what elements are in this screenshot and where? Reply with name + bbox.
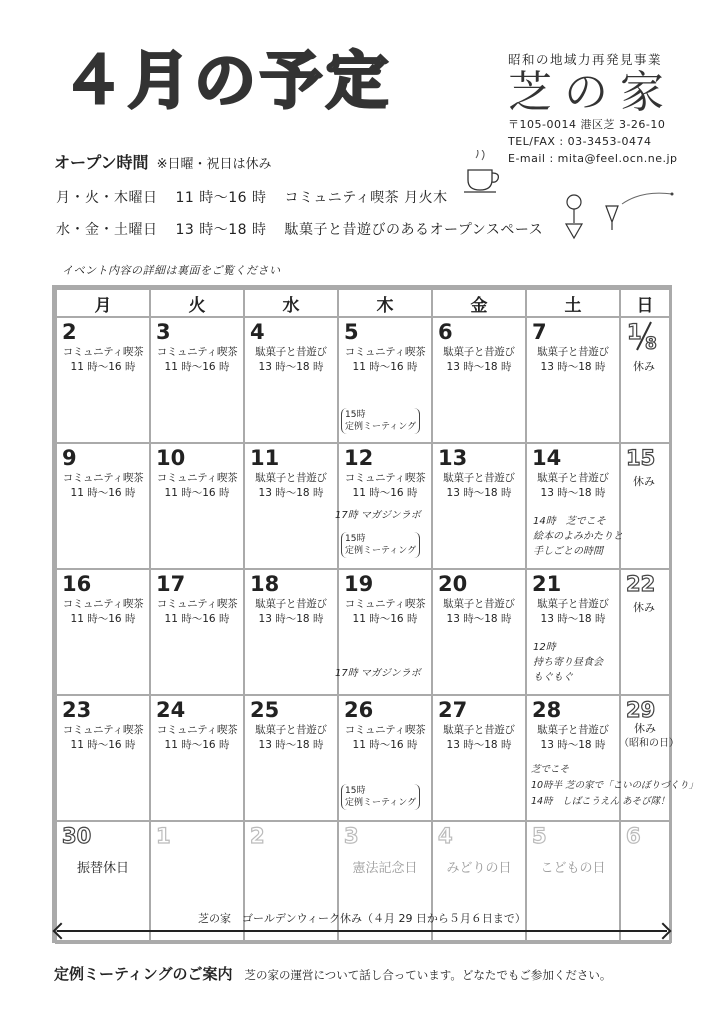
rest-label: 休み: [634, 722, 656, 735]
day-number: 8: [645, 334, 657, 354]
event-line: 10時半 芝の家で「こいのぼりづくり」: [531, 780, 699, 791]
day-number: 18: [250, 572, 280, 596]
activity: 駄菓子と昔遊び: [537, 472, 609, 484]
day-cell: [526, 317, 620, 443]
meeting-note: [341, 408, 420, 434]
meeting-time: 15時: [345, 534, 366, 544]
activity-time: 13 時〜18 時: [540, 613, 606, 625]
day-number: 15: [626, 446, 656, 470]
org-tagline: 昭和の地域力再発見事業: [508, 52, 663, 67]
day-cell: [244, 695, 338, 821]
day-cell: [620, 317, 670, 443]
golden-week-label: 芝の家 ゴールデンウィーク休み（４月 29 日から５月６日まで）: [198, 912, 526, 925]
hours-row-1: [56, 187, 466, 207]
day-number: 4: [438, 824, 453, 848]
day-number: 13: [438, 446, 468, 470]
calendar-grid: [55, 288, 699, 944]
day-cell: [620, 569, 670, 695]
activity: 駄菓子と昔遊び: [537, 598, 609, 610]
hours-days: 水・金・土曜日: [56, 222, 158, 238]
activity-time: 13 時〜18 時: [446, 361, 512, 373]
day-cell: [526, 569, 620, 695]
activity: コミュニティ喫茶: [156, 346, 238, 358]
activity: 駄菓子と昔遊び: [255, 598, 327, 610]
event-line: 絵本のよみかたりと: [533, 531, 623, 542]
day-number: 4: [250, 320, 265, 344]
activity-time: 11 時〜16 時: [70, 739, 136, 751]
activity-time: 13 時〜18 時: [258, 487, 324, 499]
meeting-note: [341, 532, 420, 558]
activity: 駄菓子と昔遊び: [255, 472, 327, 484]
activity-time: 11 時〜16 時: [164, 613, 230, 625]
meeting-time: 15時: [345, 786, 366, 796]
day-number: 28: [532, 698, 562, 722]
activity-time: 11 時〜16 時: [164, 739, 230, 751]
footer-title: 定例ミーティングのご案内: [54, 965, 233, 983]
day-number: 23: [62, 698, 92, 722]
day-cell: [338, 695, 432, 821]
event-line: もぐもぐ: [533, 672, 573, 683]
page-title: ４月の予定: [62, 44, 393, 117]
day-cell: [150, 317, 244, 443]
hours-desc: 駄菓子と昔遊びのあるオープンスペース: [284, 222, 544, 238]
activity-time: 13 時〜18 時: [446, 613, 512, 625]
org-tel: TEL/FAX : 03-3453-0474: [508, 135, 652, 149]
activity: コミュニティ喫茶: [156, 724, 238, 736]
footer: [54, 963, 611, 984]
day-number: 6: [626, 824, 641, 848]
weekday-header: [56, 289, 670, 317]
magazine-note: 17時 マガジンラボ: [335, 668, 421, 679]
activity-time: 11 時〜16 時: [70, 487, 136, 499]
event-note: イベント内容の詳細は裏面をご覧ください: [62, 264, 281, 277]
day-cell: [335, 569, 432, 695]
week-row: [56, 443, 670, 569]
activity: コミュニティ喫茶: [344, 346, 426, 358]
activity-time: 11 時〜16 時: [352, 361, 418, 373]
day-number: 21: [532, 572, 562, 596]
hours-title: [54, 150, 271, 173]
activity: コミュニティ喫茶: [156, 472, 238, 484]
event-line: 12時: [533, 642, 556, 653]
event-line: 14時 芝でこそ: [533, 516, 606, 527]
week-row: [56, 569, 670, 695]
day-cell: [56, 695, 150, 821]
day-number: 19: [344, 572, 374, 596]
activity-time: 11 時〜16 時: [70, 613, 136, 625]
activity: コミュニティ喫茶: [62, 598, 144, 610]
event-note-21: [533, 640, 603, 685]
org-info: [508, 50, 698, 167]
event-line: 14時 しばこうえん あそび隊！: [531, 796, 670, 807]
toys-icon: [560, 188, 680, 244]
day-cell: [150, 569, 244, 695]
rest-label: 休み: [633, 601, 655, 614]
day-number: 24: [156, 698, 186, 722]
day-cell: [244, 569, 338, 695]
activity-time: 11 時〜16 時: [70, 361, 136, 373]
weekday-thu: 木: [338, 289, 432, 317]
day-number: 2: [62, 320, 77, 344]
day-cell: [244, 317, 338, 443]
magazine-note: 17時 マガジンラボ: [335, 510, 421, 521]
day-number: 22: [626, 572, 656, 596]
activity: コミュニティ喫茶: [62, 724, 144, 736]
day-cell: [335, 443, 432, 569]
event-line: 芝でこそ: [531, 764, 570, 775]
activity-time: 11 時〜16 時: [352, 487, 418, 499]
day-number: 20: [438, 572, 468, 596]
activity: コミュニティ喫茶: [344, 724, 426, 736]
day-cell: [432, 443, 526, 569]
day-number: 14: [532, 446, 562, 470]
event-note-28: [531, 762, 698, 810]
hours-time: 13 時〜18 時: [175, 222, 267, 238]
holiday-label: みどりの日: [446, 861, 512, 876]
golden-week-arrow: [57, 930, 667, 932]
event-line: 持ち寄り昼食会: [533, 657, 603, 668]
day-number: 27: [438, 698, 468, 722]
weekday-sun: 日: [620, 289, 670, 317]
day-cell: [432, 317, 526, 443]
activity: 駄菓子と昔遊び: [255, 724, 327, 736]
meeting-time: 15時: [345, 410, 366, 420]
weekday-mon: 月: [56, 289, 150, 317]
day-number: 6: [438, 320, 453, 344]
day-cell: [526, 443, 623, 569]
day-number: 30: [62, 824, 92, 848]
activity: 駄菓子と昔遊び: [255, 346, 327, 358]
org-address: 〒105-0014 港区芝 3-26-10: [508, 118, 666, 132]
day-number: 2: [250, 824, 265, 848]
activity: コミュニティ喫茶: [62, 472, 144, 484]
day-cell: [56, 443, 150, 569]
day-number: 25: [250, 698, 280, 722]
holiday-label: 憲法記念日: [352, 861, 418, 876]
activity-time: 13 時〜18 時: [446, 739, 512, 751]
rest-label: 休み: [633, 475, 655, 488]
day-cell: [150, 695, 244, 821]
footer-text: 芝の家の運営について話し合っています。どなたでもご参加ください。: [244, 968, 612, 982]
activity-time: 11 時〜16 時: [164, 361, 230, 373]
day-cell: [56, 569, 150, 695]
day-number: 5: [532, 824, 547, 848]
day-number: 16: [62, 572, 92, 596]
hours-title-text: オープン時間: [54, 153, 149, 172]
weekday-tue: 火: [150, 289, 244, 317]
meeting-note: [341, 784, 420, 810]
meeting-label: 定例ミーティング: [345, 546, 417, 556]
calendar: [52, 285, 699, 943]
meeting-label: 定例ミーティング: [345, 422, 417, 432]
weekday-fri: 金: [432, 289, 526, 317]
day-cell: [56, 317, 150, 443]
day-cell: [620, 443, 670, 569]
holiday-label: こどもの日: [540, 861, 606, 876]
org-email[interactable]: E-mail : mita@feel.ocn.ne.jp: [508, 152, 678, 166]
day-cell: [150, 443, 244, 569]
activity-time: 13 時〜18 時: [258, 361, 324, 373]
week-row: [56, 317, 670, 443]
activity-time: 13 時〜18 時: [540, 487, 606, 499]
activity: コミュニティ喫茶: [156, 598, 238, 610]
day-number: 26: [344, 698, 374, 722]
day-number: 29: [626, 698, 656, 722]
day-number: 3: [344, 824, 359, 848]
weekday-sat: 土: [526, 289, 620, 317]
day-cell: [338, 317, 432, 443]
activity-time: 11 時〜16 時: [352, 613, 418, 625]
day-number: 10: [156, 446, 186, 470]
activity: 駄菓子と昔遊び: [537, 346, 609, 358]
week-row: [56, 695, 670, 821]
activity: コミュニティ喫茶: [62, 346, 144, 358]
day-cell: [432, 569, 526, 695]
day-number: 1: [156, 824, 171, 848]
holiday-label: （昭和の日）: [619, 738, 679, 749]
day-number: 11: [250, 446, 280, 470]
event-line: 手しごとの時間: [533, 546, 603, 557]
event-note-14: [533, 514, 623, 559]
activity: 駄菓子と昔遊び: [443, 346, 515, 358]
activity: コミュニティ喫茶: [344, 472, 426, 484]
hours-note: ※日曜・祝日は休み: [156, 157, 272, 172]
activity: 駄菓子と昔遊び: [443, 472, 515, 484]
activity-time: 13 時〜18 時: [258, 613, 324, 625]
day-number: 17: [156, 572, 186, 596]
weekday-wed: 水: [244, 289, 338, 317]
activity-time: 13 時〜18 時: [540, 361, 606, 373]
activity-time: 13 時〜18 時: [258, 739, 324, 751]
day-cell: [432, 695, 526, 821]
activity: 駄菓子と昔遊び: [537, 724, 609, 736]
meeting-label: 定例ミーティング: [345, 798, 417, 808]
day-number: 9: [62, 446, 77, 470]
activity: 駄菓子と昔遊び: [443, 724, 515, 736]
activity: 駄菓子と昔遊び: [443, 598, 515, 610]
hours-desc: コミュニティ喫茶 月火木: [284, 190, 448, 206]
activity-time: 11 時〜16 時: [164, 487, 230, 499]
day-number: 12: [344, 446, 374, 470]
activity-time: 11 時〜16 時: [352, 739, 418, 751]
day-number: 5: [344, 320, 359, 344]
rest-label: 休み: [633, 360, 655, 373]
day-number: 7: [532, 320, 547, 344]
activity-time: 13 時〜18 時: [446, 487, 512, 499]
org-name: 芝の家: [508, 67, 676, 118]
day-number-split: [621, 318, 669, 354]
activity-time: 13 時〜18 時: [540, 739, 606, 751]
activity: コミュニティ喫茶: [344, 598, 426, 610]
day-number: 1: [627, 320, 642, 344]
hours-time: 11 時〜16 時: [175, 190, 267, 206]
hours-days: 月・火・木曜日: [56, 190, 158, 206]
day-number: 3: [156, 320, 171, 344]
hours-row-2: [56, 219, 561, 239]
coffee-cup-icon: [462, 150, 502, 200]
day-cell: [244, 443, 338, 569]
holiday-label: 振替休日: [76, 861, 129, 876]
